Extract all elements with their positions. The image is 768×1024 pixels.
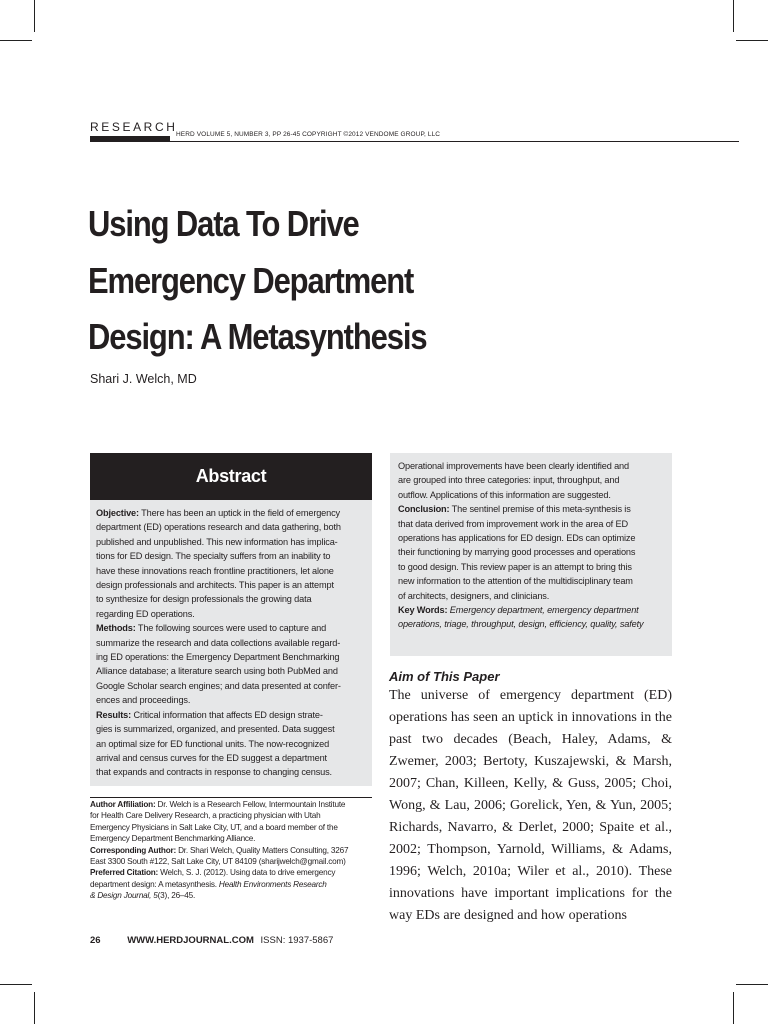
crop-mark: [0, 984, 32, 985]
abstract-conclusion: Conclusion: The sentinel premise of this meta-synthesis is that data derived from improvement work in the area of ED operations has applications for ED design. EDs can optimize their functioning by marrying good processes and operations to good design. This review paper is an attempt to bring this new information to the attention of the multidisciplinary team of architects, designers, and clinicians.: [398, 504, 636, 601]
affiliation-rule: [90, 797, 372, 798]
header-rule: [170, 141, 739, 142]
journal-url[interactable]: WWW.HERDJOURNAL.COM: [127, 935, 254, 946]
crop-mark: [733, 992, 734, 1024]
abstract-objective: Objective: There has been an uptick in the field of emergency department (ED) operations research and data gathering, both published and unpublished. This new information has implica- tions for ED design. The specialty suffers from an inability to have these innovations reach frontline practitioners, let alone design professionals and architects. This paper is an attempt to synthesize for design professionals the growing data regarding ED operations.: [96, 508, 341, 619]
abstract-results-continued: Operational improvements have been clearly identified and are grouped into three categories: input, throughput, and outflow. Applications of this information are suggested.: [398, 461, 629, 500]
abstract-methods: Methods: The following sources were used to capture and summarize the research and data collections available regard- ing ED operations: the Emergency Department Benchmarking Alliance database; a literature search using both PubMed and Google Scholar search engines; and data presented at confer- ences and proceedings.: [96, 623, 341, 706]
crop-mark: [34, 992, 35, 1024]
crop-mark: [736, 984, 768, 985]
crop-mark: [733, 0, 734, 32]
section-heading: Aim of This Paper: [389, 669, 500, 684]
crop-mark: [34, 0, 35, 32]
abstract-heading: Abstract: [90, 453, 372, 500]
abstract-results: Results: Critical information that affects ED design strate- gies is summarized, organized, and presented. Data suggest an optimal size for ED functional units. The now-recognized arrival and census curves for the ED suggest a department that expands and contracts in response to changing census.: [96, 709, 335, 778]
section-label: RESEARCH: [90, 120, 178, 134]
title-line: Using Data To Drive: [88, 203, 359, 244]
author-affiliation: Author Affiliation: Dr. Welch is a Research Fellow, Intermountain Institute for Health Care Delivery Research, a practicing physician with Utah Emergency Physicians in Salt Lake City, UT, and a board member of the Emergency Department Benchmarking Alliance. Corresponding Author: Dr. Shari Welch, Quality Matters Consulting, 3267 East 3300 South #122, Salt Lake City, UT 84109 (sharijwelch@gmail.com) Preferred Citation: Welch, S. J. (2012). Using data to drive emergency department design: A metasynthesis. Health Environments Research & Design Journal, 5(3), 26–45.: [90, 800, 349, 901]
article-title: [88, 196, 432, 366]
header-rule: [90, 136, 170, 142]
title-line: Emergency Department: [88, 259, 414, 301]
journal-info: HERD VOLUME 5, NUMBER 3, PP 26-45 COPYRIGHT ©2012 VENDOME GROUP, LLC: [176, 131, 441, 138]
abstract-text-right: [398, 459, 670, 632]
abstract-text-left: [96, 506, 372, 780]
issn: ISSN: 1937-5867: [260, 935, 334, 946]
body-paragraph: The universe of emergency department (ED) operations has seen an uptick in innovations in the past two decades (Beach, Haley, Adams, & Zwemer, 2003; Bertoty, Kuszajewski, & Marsh, 2007; Chan, Killeen, Kelly, & Guss, 2005; Choi, Wong, & Lau, 2006; Gorelick, Yen, & Yun, 2005; Richards, Navarro, & Derlet, 2000; Spaite et al., 2002; Thompson, Yarnold, Williams, & Adams, 1996; Welch, 2010a; Wiler et al., 2010). These innovations have important implications for the way EDs are designed and how operations: [389, 688, 672, 923]
author-byline: Shari J. Welch, MD: [90, 372, 197, 386]
crop-mark: [0, 40, 32, 41]
page-footer: [90, 935, 333, 946]
title-line: Design: A Metasynthesis: [88, 316, 427, 357]
abstract-keywords: Key Words: Emergency department, emergency department operations, triage, throughput, design, efficiency, quality, safety: [398, 605, 644, 630]
crop-mark: [736, 40, 768, 41]
page-number: 26: [90, 935, 101, 946]
